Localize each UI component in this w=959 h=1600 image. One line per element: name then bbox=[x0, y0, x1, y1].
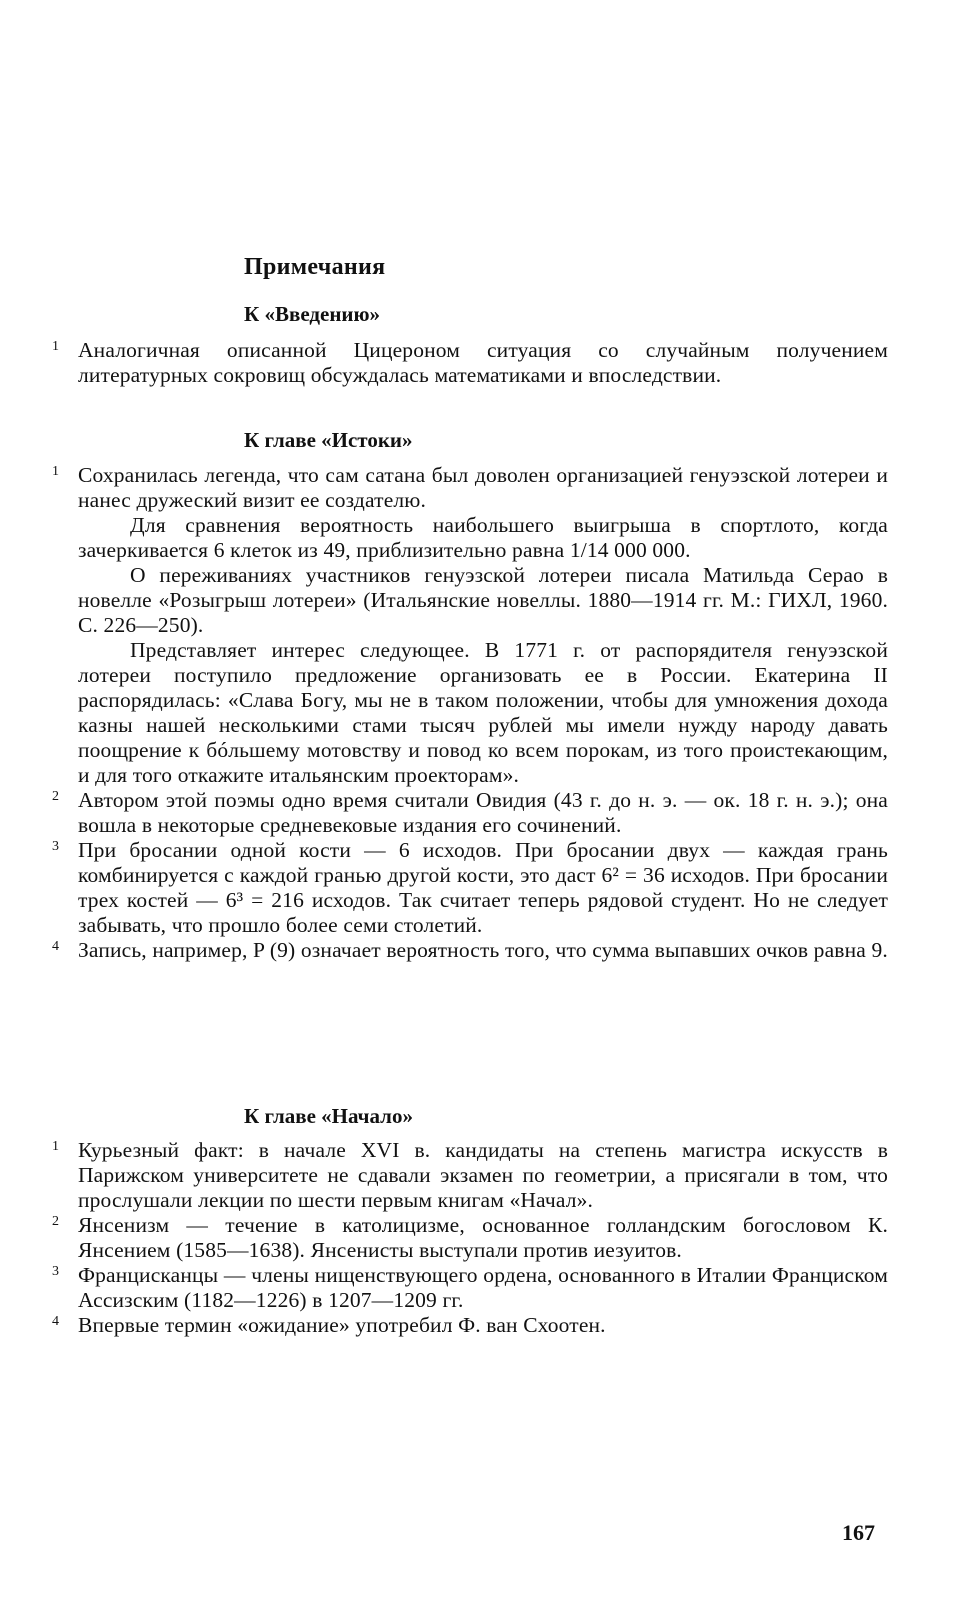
section-heading-beginning: К главе «Начало» bbox=[244, 1104, 413, 1128]
page-number: 167 bbox=[842, 1520, 875, 1545]
note-paragraph: Францисканцы — члены нищенствующего ордена, основанного в Италии Франциском Ассизским (1182—1226) в 1207—1209 гг. bbox=[78, 1263, 888, 1312]
note-number: 1 bbox=[52, 339, 60, 354]
note-item bbox=[52, 1263, 888, 1313]
note-paragraph: О переживаниях участников генуэзской лотереи писала Матильда Серао в новелле «Розыгрыш лотереи» (Итальянские новеллы. 1880—1914 гг. М.: ГИХЛ, 1960. С. 226—250). bbox=[78, 563, 888, 637]
note-number: 3 bbox=[52, 1264, 60, 1279]
note-paragraph: Для сравнения вероятность наибольшего выигрыша в спортлото, когда зачеркивается 6 клеток из 49, приблизительно равна 1/14 000 000. bbox=[78, 513, 888, 562]
note-item bbox=[52, 1213, 888, 1263]
note-item bbox=[52, 463, 888, 788]
note-paragraph: Представляет интерес следующее. В 1771 г. от распорядителя генуэзской лотереи поступило предложение организовать ее в России. Екатерина II распорядилась: «Слава Богу, мы не в таком положении, чтобы для умножения дохода казны нашей несколькими стами тысяч рублей мы имели нужду народу давать поощрение к бóльшему мотовству и повод ко всем порокам, из того проистекающим, и для того откажите итальянским проекторам». bbox=[78, 638, 888, 787]
note-item bbox=[52, 1313, 888, 1338]
note-number: 2 bbox=[52, 789, 60, 804]
note-item bbox=[52, 1138, 888, 1213]
note-number: 1 bbox=[52, 464, 60, 479]
page-title: Примечания bbox=[244, 254, 386, 280]
section-notes-origins bbox=[52, 463, 888, 963]
note-number: 2 bbox=[52, 1214, 60, 1229]
section-notes-introduction bbox=[52, 338, 888, 388]
note-number: 3 bbox=[52, 839, 60, 854]
note-item bbox=[52, 338, 888, 388]
note-paragraph: Запись, например, P (9) означает вероятность того, что сумма выпавших очков равна 9. bbox=[78, 938, 888, 962]
note-number: 4 bbox=[52, 939, 60, 954]
note-item bbox=[52, 938, 888, 963]
note-item bbox=[52, 788, 888, 838]
note-paragraph: Впервые термин «ожидание» употребил Ф. ван Схоотен. bbox=[78, 1313, 606, 1337]
section-heading-introduction: К «Введению» bbox=[244, 302, 381, 326]
note-number: 1 bbox=[52, 1139, 60, 1154]
note-paragraph: При бросании одной кости — 6 исходов. При бросании двух — каждая грань комбинируется с каждой гранью другой кости, это даст 6² = 36 исходов. При бросании трех костей — 6³ = 216 исходов. Так считает теперь рядовой студент. Но не следует забывать, что прошло более семи столетий. bbox=[78, 838, 888, 937]
note-paragraph: Янсенизм — течение в католицизме, основанное голландским богословом К. Янсением (1585—1638). Янсенисты выступали против иезуитов. bbox=[78, 1213, 888, 1262]
note-paragraph: Аналогичная описанной Цицероном ситуация со случайным получением литературных сокровищ обсуждалась математиками и впоследствии. bbox=[78, 338, 888, 387]
note-paragraph: Курьезный факт: в начале XVI в. кандидаты на степень магистра искусств в Парижском университете не сдавали экзамен по геометрии, а присягали в том, что прослушали лекции по шести первым книгам «Начал». bbox=[78, 1138, 888, 1212]
note-number: 4 bbox=[52, 1314, 60, 1329]
section-heading-origins: К главе «Истоки» bbox=[244, 428, 413, 452]
section-notes-beginning bbox=[52, 1138, 888, 1338]
note-paragraph: Автором этой поэмы одно время считали Овидия (43 г. до н. э. — ок. 18 г. н. э.); она вошла в некоторые средневековые издания его сочинений. bbox=[78, 788, 888, 837]
note-paragraph: Сохранилась легенда, что сам сатана был доволен организацией генуэзской лотереи и нанес дружеский визит ее создателю. bbox=[78, 463, 888, 512]
note-item bbox=[52, 838, 888, 938]
